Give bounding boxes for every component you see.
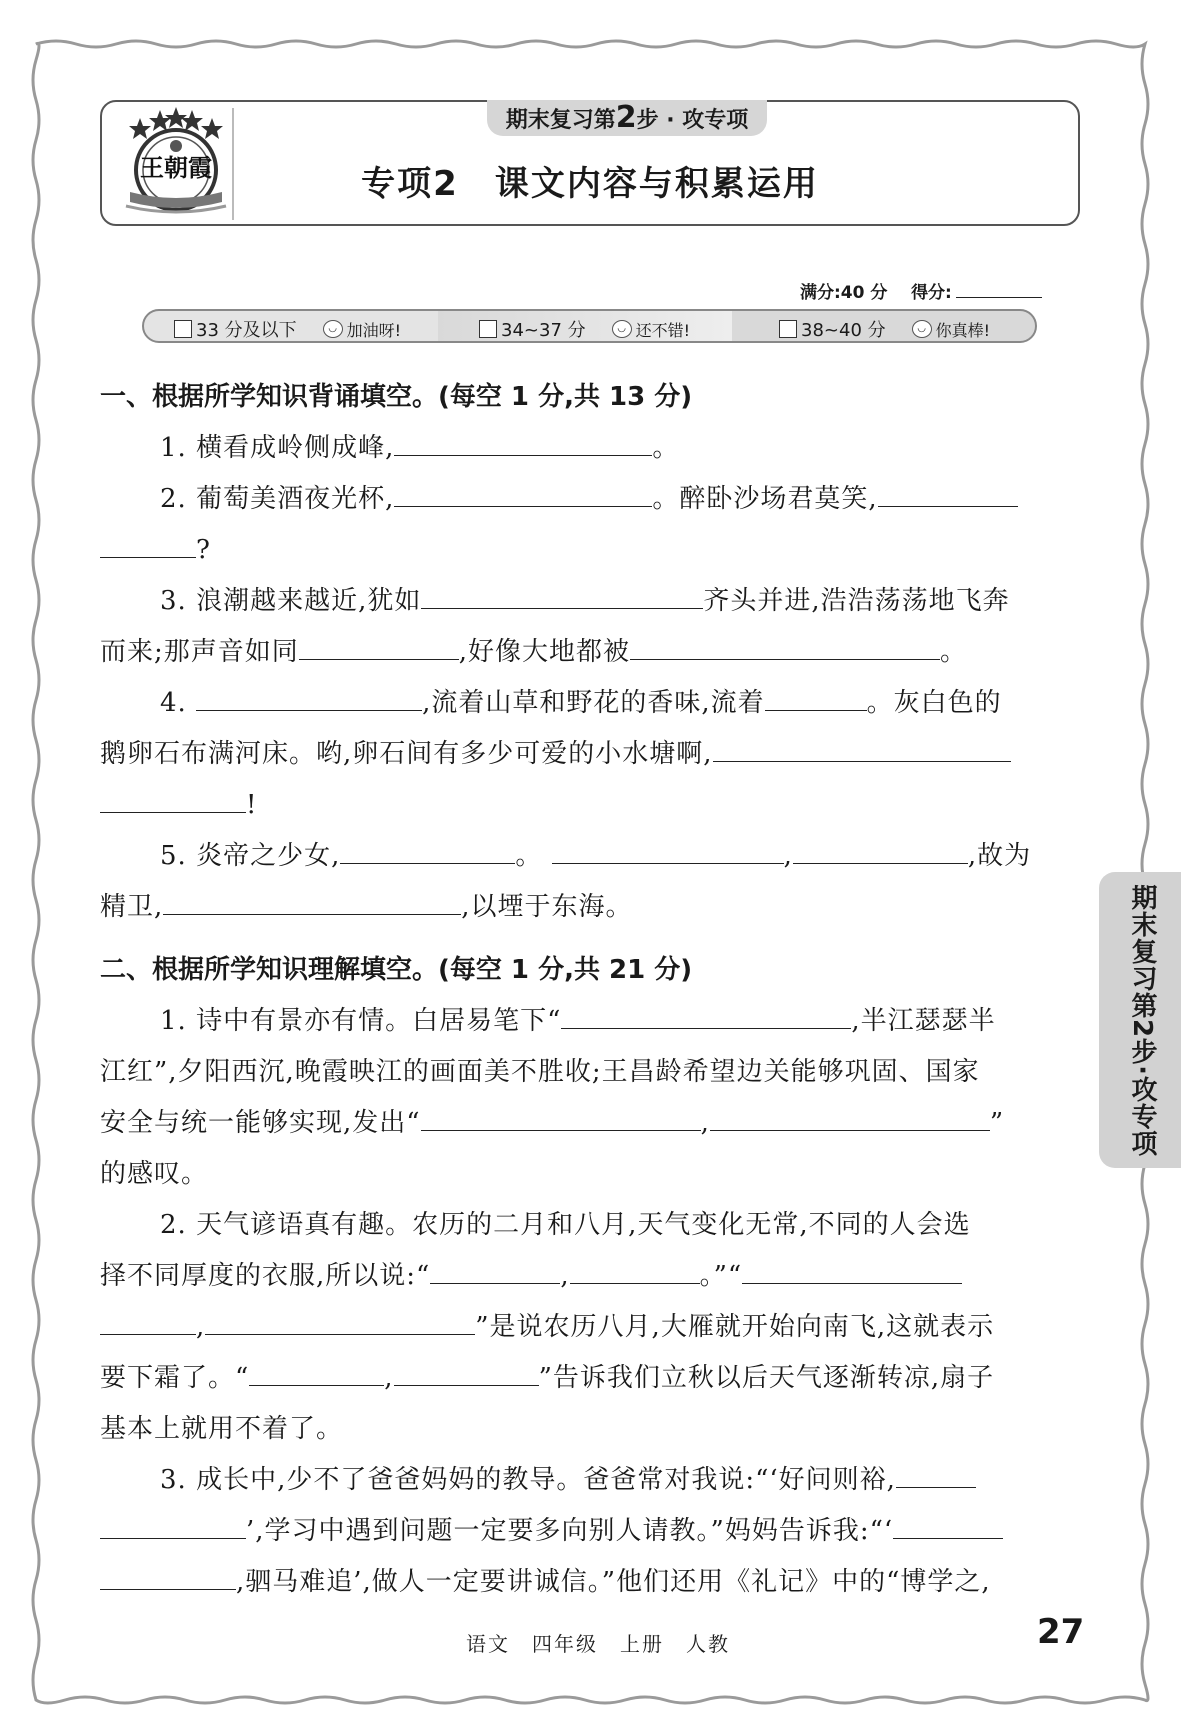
- answer-blank[interactable]: [421, 586, 703, 609]
- rating-range: 38~40 分: [801, 320, 886, 341]
- checkbox-icon[interactable]: [779, 320, 797, 338]
- answer-blank[interactable]: [713, 739, 1011, 762]
- answer-blank[interactable]: [421, 1108, 701, 1131]
- rating-cheer: 你真棒!: [935, 320, 991, 340]
- answer-blank[interactable]: [100, 1312, 196, 1335]
- answer-blank[interactable]: [340, 841, 515, 864]
- step-banner: [487, 100, 767, 136]
- answer-blank[interactable]: [394, 484, 652, 507]
- rating-range: 33 分及以下: [196, 320, 297, 341]
- rating-cheer: 加油呀!: [346, 320, 402, 340]
- answer-blank[interactable]: [765, 688, 867, 711]
- face-icon: ◡: [323, 320, 343, 338]
- face-icon: ◡: [912, 320, 932, 338]
- section-heading: 一、根据所学知识背诵填空。(每空 1 分,共 13 分): [100, 382, 693, 412]
- question-1-2-cont: ?: [100, 525, 1080, 576]
- answer-blank[interactable]: [100, 535, 196, 558]
- page-number: 27: [1037, 1612, 1085, 1652]
- answer-blank[interactable]: [196, 688, 422, 711]
- rating-option-1[interactable]: [174, 316, 401, 342]
- question-2-1-cont: 江红”,夕阳西沉,晚霞映江的画面美不胜收;王昌龄希望边关能够巩固、国家: [100, 1057, 980, 1087]
- answer-blank[interactable]: [878, 484, 1018, 507]
- full-score-label: 满分:40 分: [800, 283, 888, 303]
- question-2-2-cont: 择不同厚度的衣服,所以说:“ , 。”“: [100, 1251, 1080, 1302]
- question-1-1: 1. 横看成岭侧成峰, 。: [160, 433, 680, 463]
- answer-blank[interactable]: [570, 1261, 700, 1284]
- answer-blank[interactable]: [299, 637, 459, 660]
- step-prefix: 期末复习第: [505, 108, 616, 133]
- question-1-3: 3. 浪潮越来越近,犹如 齐头并进,浩浩荡荡地飞奔: [160, 586, 1010, 616]
- answer-blank[interactable]: [249, 1363, 384, 1386]
- answer-blank[interactable]: [710, 1108, 990, 1131]
- score-line: [800, 278, 1042, 303]
- answer-blank[interactable]: [394, 433, 652, 456]
- answer-blank[interactable]: [893, 1516, 1003, 1539]
- answer-blank[interactable]: [205, 1312, 475, 1335]
- checkbox-icon[interactable]: [174, 320, 192, 338]
- question-2-3: 3. 成长中,少不了爸爸妈妈的教导。爸爸常对我说:“‘好问则裕,: [100, 1455, 1080, 1506]
- rating-cheer: 还不错!: [635, 320, 691, 340]
- step-suffix: 步 · 攻专项: [636, 108, 749, 133]
- question-2-2-cont2: , ”是说农历八月,大雁就开始向南飞,这就表示: [100, 1302, 1080, 1353]
- answer-blank[interactable]: [163, 892, 461, 915]
- question-1-5: 5. 炎帝之少女, 。 , ,故为: [160, 841, 1032, 871]
- question-2-1-cont2: 安全与统一能够实现,发出“ , ”: [100, 1108, 1005, 1138]
- question-2-3-cont: ’,学习中遇到问题一定要多向别人请教。”妈妈告诉我:“‘: [100, 1506, 1080, 1557]
- question-1-2: 2. 葡萄美酒夜光杯, 。醉卧沙场君莫笑,: [100, 474, 1080, 525]
- checkbox-icon[interactable]: [479, 320, 497, 338]
- side-tab: [1099, 872, 1181, 1168]
- face-icon: ◡: [612, 320, 632, 338]
- question-2-1: 1. 诗中有景亦有情。白居易笔下“ ,半江瑟瑟半: [160, 1006, 996, 1036]
- answer-blank[interactable]: [394, 1363, 539, 1386]
- answer-blank[interactable]: [630, 637, 940, 660]
- answer-blank[interactable]: [100, 1567, 236, 1590]
- answer-blank[interactable]: [100, 790, 246, 813]
- answer-blank[interactable]: [793, 841, 968, 864]
- rating-option-3[interactable]: [779, 316, 990, 342]
- answer-blank[interactable]: [742, 1261, 962, 1284]
- score-label: 得分:: [911, 283, 952, 303]
- answer-blank[interactable]: [561, 1006, 851, 1029]
- header-box: [100, 100, 1080, 226]
- side-tab-label: 期末复习第2步·攻专项: [1127, 884, 1157, 1157]
- answer-blank[interactable]: [430, 1261, 560, 1284]
- question-1-3-cont: 而来;那声音如同 ,好像大地都被 。: [100, 637, 968, 667]
- question-1-4-cont2: !: [100, 780, 1080, 831]
- question-1-4: 4. ,流着山草和野花的香味,流着 。灰白色的: [160, 688, 1002, 718]
- question-2-3-cont2: ,驷马难追’,做人一定要讲诚信。”他们还用《礼记》中的“博学之,: [100, 1557, 1080, 1608]
- answer-blank[interactable]: [552, 841, 784, 864]
- question-2-2-cont3: 要下霜了。“ , ”告诉我们立秋以后天气逐渐转凉,扇子: [100, 1363, 995, 1393]
- footer-info: 语文 四年级 上册 人教: [466, 1632, 730, 1656]
- question-2-1-cont3: 的感叹。: [100, 1159, 209, 1189]
- logo-text: 王朝霞: [140, 153, 212, 182]
- answer-blank[interactable]: [896, 1465, 976, 1488]
- question-2-2: 2. 天气谚语真有趣。农历的二月和八月,天气变化无常,不同的人会选: [160, 1210, 971, 1240]
- rating-bar: [142, 309, 1037, 343]
- step-number: 2: [615, 100, 637, 135]
- score-blank[interactable]: [956, 281, 1042, 298]
- rating-option-2[interactable]: [479, 316, 690, 342]
- exercise-content: [100, 372, 1080, 1608]
- section-heading: 二、根据所学知识理解填空。(每空 1 分,共 21 分): [100, 955, 693, 985]
- rating-range: 34~37 分: [501, 320, 586, 341]
- page-title: 专项2 课文内容与积累运用: [361, 164, 819, 204]
- question-2-2-cont4: 基本上就用不着了。: [100, 1414, 344, 1444]
- question-1-4-cont: 鹅卵石布满河床。哟,卵石间有多少可爱的小水塘啊,: [100, 729, 1080, 780]
- question-1-5-cont: 精卫, ,以堙于东海。: [100, 892, 633, 922]
- answer-blank[interactable]: [100, 1516, 246, 1539]
